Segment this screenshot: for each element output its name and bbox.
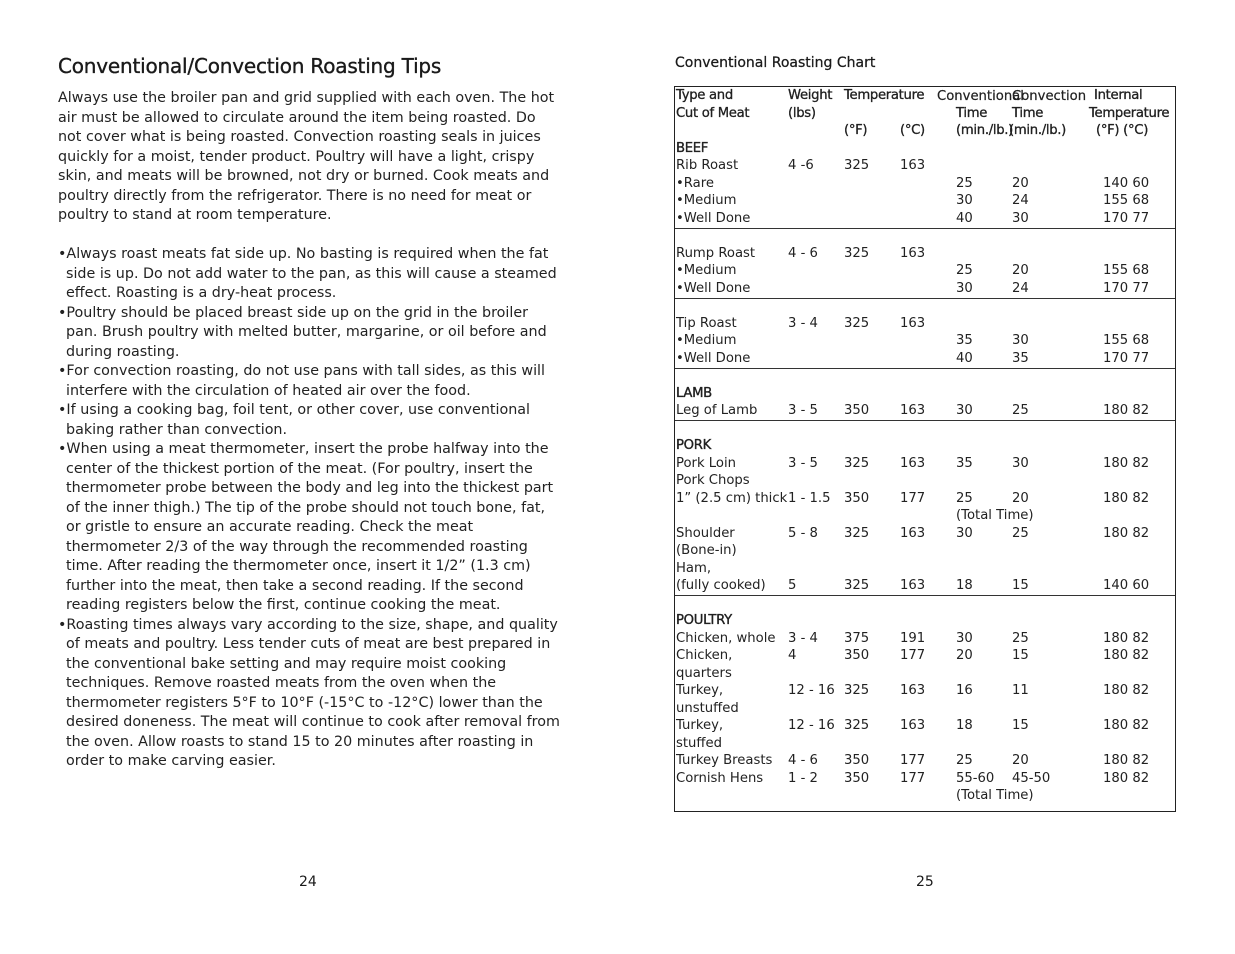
header-conv-unit: (min./lb.) (956, 123, 1014, 138)
cell-internal-temp: 170 77 (1103, 280, 1150, 296)
cell-conventional-time: 30 (956, 630, 973, 646)
cell-internal-temp: 170 77 (1103, 350, 1150, 366)
cell-temp-f: 350 (844, 403, 870, 418)
cell-conventional-time: 55-60 (956, 770, 995, 786)
cell-weight: 3 - 5 (788, 455, 818, 471)
cell-convection-time: 30 (1012, 333, 1029, 348)
tip-roasting-times: •Roasting times always vary according to the size, shape, and quality of meats and poultry. Less tender cuts of meat are best prepared in the conventional bake setting and may require moist cooking techniques. Remove roasted meats from the oven when the thermometer registers 5°F to 10°F (-15°C to -12°C) lower than the desired doneness. The meat will continue to cook after removal from the oven. Allow roasts to stand 15 to 20 minutes after roasting in order to make carving easier. (58, 616, 560, 769)
header-weight-unit: (lbs) (788, 105, 816, 121)
cell-convection-time: 24 (1012, 280, 1029, 296)
cell-temp-c: 177 (900, 490, 926, 506)
cell-conventional-time: 30 (956, 193, 973, 208)
tip-poultry-breast-up: •Poultry should be placed breast side up on the grid in the broiler pan. Brush poultry with melted butter, margarine, or oil before and during roasting. (58, 304, 547, 360)
cell-conventional-time: (Total Time) (956, 788, 1034, 803)
cell-convection-time: 15 (1012, 718, 1029, 733)
cell-convection-time: 20 (1012, 490, 1029, 506)
cell-cut: (Bone-in) (676, 543, 737, 558)
cell-temp-f: 325 (844, 315, 870, 331)
cell-cut: Shoulder (676, 525, 735, 541)
cell-cut: quarters (676, 665, 732, 681)
cell-internal-temp: 180 82 (1103, 718, 1150, 733)
roasting-tips-title: Conventional/Convection Roasting Tips (58, 54, 442, 78)
cell-conventional-time: (Total Time) (956, 508, 1034, 523)
roasting-tips-body (58, 89, 563, 772)
cell-weight: 5 (788, 578, 797, 593)
cell-convection-time: 45-50 (1012, 770, 1051, 786)
cell-convection-time: 30 (1012, 455, 1029, 471)
cell-cut: Leg of Lamb (676, 403, 758, 418)
cell-conventional-time: 25 (956, 490, 973, 506)
page-number-right: 25 (916, 874, 934, 890)
cell-weight: 12 - 16 (788, 683, 835, 698)
section-divider (675, 595, 1175, 596)
section-divider (675, 298, 1175, 299)
cell-conventional-time: 30 (956, 403, 973, 418)
roasting-chart-title: Conventional Roasting Chart (675, 55, 876, 71)
cell-cut: Turkey Breasts (676, 753, 773, 768)
cell-internal-temp: 180 82 (1103, 753, 1150, 768)
cell-convection-time: 25 (1012, 630, 1029, 646)
cell-conventional-time: 30 (956, 280, 973, 296)
cell-temp-f: 325 (844, 578, 870, 593)
cell-cut: •Rare (676, 175, 714, 191)
cell-temp-f: 350 (844, 770, 870, 786)
cell-convection-time: 20 (1012, 175, 1029, 191)
cell-internal-temp: 180 82 (1103, 525, 1150, 541)
header-temperature: Temperature (844, 88, 925, 103)
section-heading: PORK (676, 438, 711, 453)
cell-internal-temp: 155 68 (1103, 333, 1150, 348)
section-heading: BEEF (676, 140, 709, 156)
cell-internal-temp: 140 60 (1103, 578, 1150, 593)
cell-convection-time: 15 (1012, 578, 1029, 593)
cell-temp-f: 325 (844, 455, 870, 471)
roasting-chart-table (674, 86, 1176, 812)
section-divider (675, 420, 1175, 421)
cell-weight: 4 - 6 (788, 753, 818, 768)
page-number-left: 24 (299, 874, 317, 890)
header-type: Type and (676, 88, 733, 103)
intro-paragraph: Always use the broiler pan and grid supplied with each oven. The hot air must be allowed to circulate around the item being roasted. Do not cover what is being roasted. Convection roasting seals in juices quickly for a moist, tender product. Poultry will have a light, crispy skin, and meats will be browned, not dry or burned. Cook meats and poultry directly from the refrigerator. There is no need for meat or poultry to stand at room temperature. (58, 90, 555, 223)
cell-cut: Cornish Hens (676, 770, 764, 786)
cell-cut: Pork Chops (676, 473, 750, 488)
header-temp-c: (°C) (900, 123, 925, 138)
cell-convection-time: 25 (1012, 525, 1029, 541)
cell-weight: 4 (788, 648, 797, 663)
cell-weight: 1 - 1.5 (788, 490, 831, 506)
cell-conventional-time: 30 (956, 525, 973, 541)
cell-weight: 4 - 6 (788, 245, 818, 261)
cell-temp-f: 375 (844, 630, 870, 646)
section-heading: LAMB (676, 385, 712, 401)
header-temp-f: (°F) (844, 123, 868, 138)
cell-internal-temp: 180 82 (1103, 770, 1150, 786)
cell-internal-temp: 180 82 (1103, 490, 1150, 506)
cell-temp-c: 163 (900, 525, 926, 541)
cell-cut: Pork Loin (676, 455, 737, 471)
cell-cut: Tip Roast (676, 315, 737, 331)
cell-cut: Rump Roast (676, 245, 756, 261)
header-cvx-unit: (min./lb.) (1009, 123, 1067, 138)
cell-temp-f: 350 (844, 490, 870, 506)
cell-cut: •Medium (676, 263, 737, 278)
cell-conventional-time: 20 (956, 648, 973, 663)
header-convection: Convection (1012, 89, 1087, 104)
cell-temp-f: 325 (844, 683, 870, 698)
cell-cut: Ham, (676, 560, 712, 576)
cell-temp-c: 163 (900, 245, 926, 261)
cell-internal-temp: 180 82 (1103, 648, 1150, 663)
cell-conventional-time: 40 (956, 210, 973, 226)
cell-temp-c: 177 (900, 770, 926, 786)
cell-weight: 12 - 16 (788, 718, 835, 733)
header-internal-units: (°F) (°C) (1096, 123, 1149, 138)
cell-temp-c: 163 (900, 683, 926, 698)
cell-temp-c: 163 (900, 578, 926, 593)
cell-cut: Turkey, (676, 683, 724, 698)
cell-internal-temp: 180 82 (1103, 630, 1150, 646)
cell-temp-f: 350 (844, 648, 870, 663)
cell-cut: •Well Done (676, 210, 751, 226)
cell-internal-temp: 140 60 (1103, 175, 1150, 191)
tip-no-tall-pans: •For convection roasting, do not use pans with tall sides, as this will interfere with the circulation of heated air over the food. (58, 363, 545, 399)
cell-temp-c: 177 (900, 753, 926, 768)
cell-weight: 3 - 5 (788, 403, 818, 418)
cell-cut: •Medium (676, 193, 737, 208)
cell-internal-temp: 155 68 (1103, 193, 1150, 208)
cell-convection-time: 11 (1012, 683, 1029, 698)
section-divider (675, 368, 1175, 369)
header-internal-temperature: Temperature (1089, 105, 1170, 121)
cell-cut: Turkey, (676, 718, 724, 733)
cell-internal-temp: 180 82 (1103, 403, 1150, 418)
cell-temp-f: 325 (844, 718, 870, 733)
header-conventional: Conventional (937, 89, 1024, 104)
tip-meat-thermometer: •When using a meat thermometer, insert the probe halfway into the center of the thickest portion of the meat. (For poultry, insert the thermometer probe between the body and leg into the thickest part of the inner thigh.) The tip of the probe should not touch bone, fat, or gristle to ensure an accurate reading. Check the meat thermometer 2/3 of the way through the recommended roasting time. After reading the thermometer once, insert it 1/2” (1.3 cm) further into the meat, then take a second reading. If the second reading registers below the first, continue cooking the meat. (58, 441, 554, 613)
cell-cut: Chicken, (676, 648, 733, 663)
tip-fat-side-up: •Always roast meats fat side up. No basting is required when the fat side is up. Do not add water to the pan, as this will cause a steamed effect. Roasting is a dry-heat process. (58, 246, 557, 301)
header-weight: Weight (788, 88, 833, 103)
cell-temp-f: 350 (844, 753, 870, 768)
cell-temp-c: 163 (900, 403, 926, 418)
section-heading: POULTRY (676, 613, 732, 628)
cell-weight: 1 - 2 (788, 770, 818, 786)
cell-internal-temp: 170 77 (1103, 210, 1150, 226)
cell-convection-time: 24 (1012, 193, 1029, 208)
cell-temp-c: 163 (900, 158, 926, 173)
tip-cooking-bag: •If using a cooking bag, foil tent, or other cover, use conventional baking rather than convection. (58, 402, 530, 438)
cell-weight: 3 - 4 (788, 315, 818, 331)
cell-cut: unstuffed (676, 700, 739, 716)
cell-conventional-time: 18 (956, 578, 973, 593)
cell-cut: •Medium (676, 333, 737, 348)
cell-convection-time: 30 (1012, 210, 1029, 226)
cell-conventional-time: 25 (956, 263, 973, 278)
cell-temp-c: 177 (900, 648, 926, 663)
cell-temp-c: 163 (900, 315, 926, 331)
section-divider (675, 228, 1175, 229)
cell-weight: 5 - 8 (788, 525, 818, 541)
cell-weight: 4 -6 (788, 158, 814, 173)
cell-cut: stuffed (676, 735, 722, 751)
cell-conventional-time: 35 (956, 455, 973, 471)
header-internal: Internal (1094, 88, 1143, 103)
cell-conventional-time: 25 (956, 175, 973, 191)
cell-convection-time: 15 (1012, 648, 1029, 663)
cell-conventional-time: 18 (956, 718, 973, 733)
cell-conventional-time: 40 (956, 350, 973, 366)
cell-temp-c: 191 (900, 630, 926, 646)
cell-temp-f: 325 (844, 525, 870, 541)
cell-cut: 1” (2.5 cm) thick (676, 490, 788, 506)
cell-conventional-time: 25 (956, 753, 973, 768)
cell-weight: 3 - 4 (788, 630, 818, 646)
cell-internal-temp: 155 68 (1103, 263, 1150, 278)
cell-convection-time: 20 (1012, 753, 1029, 768)
cell-cut: Chicken, whole (676, 630, 776, 646)
cell-temp-f: 325 (844, 245, 870, 261)
cell-cut: (fully cooked) (676, 578, 766, 593)
cell-cut: •Well Done (676, 350, 751, 366)
cell-convection-time: 35 (1012, 350, 1029, 366)
header-cut: Cut of Meat (676, 105, 750, 121)
cell-conventional-time: 35 (956, 333, 973, 348)
cell-cut: Rib Roast (676, 158, 739, 173)
cell-internal-temp: 180 82 (1103, 683, 1150, 698)
cell-temp-f: 325 (844, 158, 870, 173)
header-conv-time: Time (956, 105, 988, 121)
cell-convection-time: 25 (1012, 403, 1029, 418)
cell-cut: •Well Done (676, 280, 751, 296)
cell-conventional-time: 16 (956, 683, 973, 698)
header-cvx-time: Time (1012, 105, 1044, 121)
right-page (617, 0, 1235, 954)
cell-temp-c: 163 (900, 718, 926, 733)
left-page (0, 0, 617, 954)
cell-internal-temp: 180 82 (1103, 455, 1150, 471)
cell-convection-time: 20 (1012, 263, 1029, 278)
cell-temp-c: 163 (900, 455, 926, 471)
